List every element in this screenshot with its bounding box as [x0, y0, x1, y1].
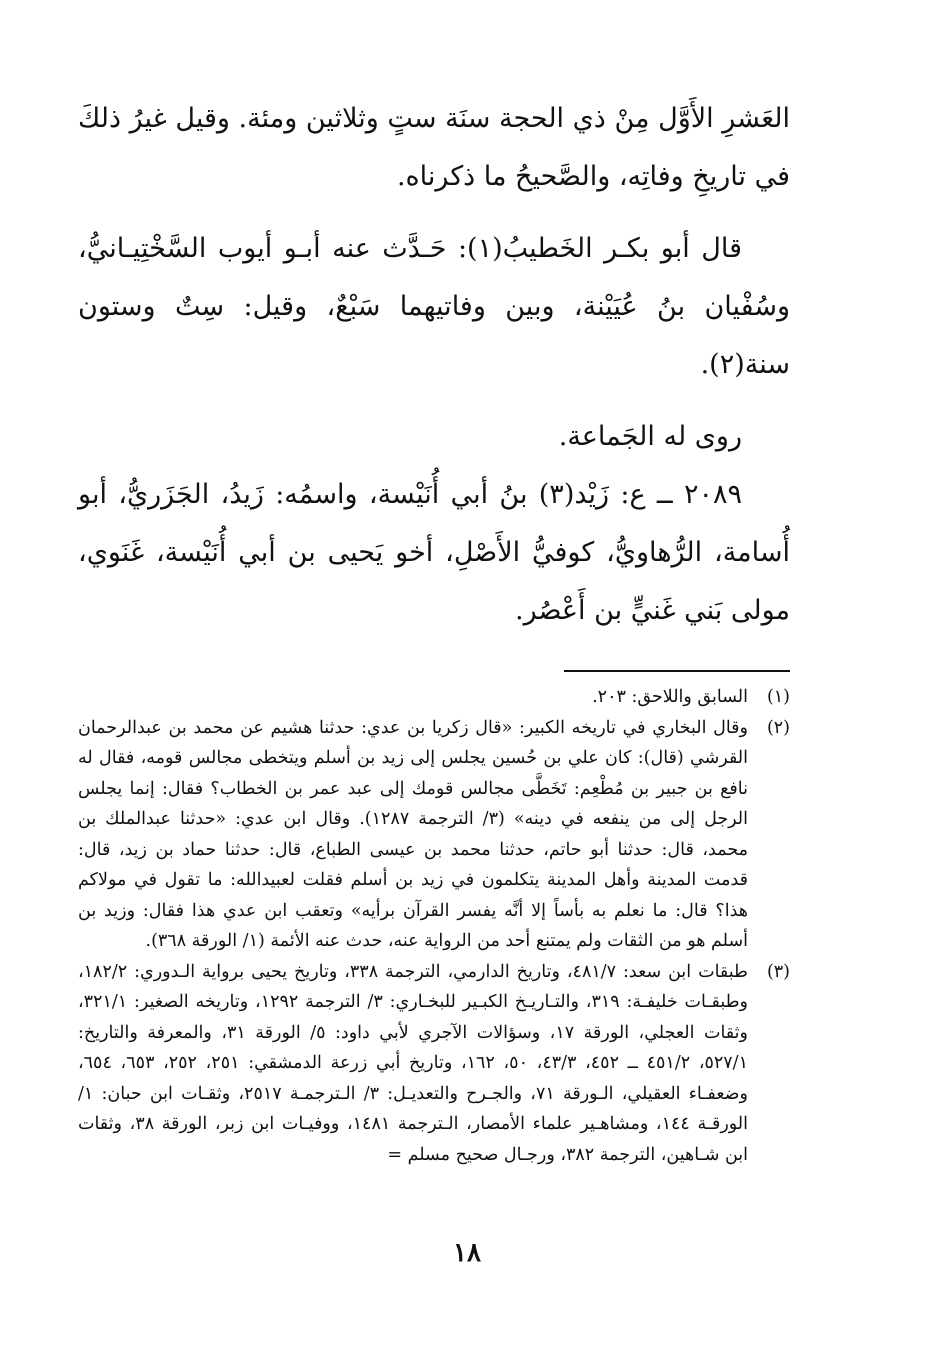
footnote-2 — [78, 713, 790, 957]
footnote-text: السابق واللاحق: ٢٠٣. — [592, 687, 748, 707]
paragraph-2: قال أبو بكـر الخَطيبُ(١): حَـدَّث عنه أبـو أيوب السَّخْتِيـانيُّ، وسُفْيان بنُ عُيَيْنة، وبين وفاتيهما سَبْعٌ، وقيل: سِتٌ وستون سنة(٢). — [78, 233, 790, 380]
paragraph-1: العَشرِ الأَوَّل مِنْ ذي الحجة سنَة ستٍ وثلاثين ومئة. وقيل غيرُ ذلكَ في تاريخِ وفاتِه، والصَّحيحُ ما ذكرناه. — [78, 103, 790, 192]
paragraph-3: روى له الجَماعة. — [558, 421, 742, 452]
main-text — [78, 90, 790, 640]
footnotes — [78, 682, 790, 1170]
footnote-text: وقال البخاري في تاريخه الكبير: «قال زكريا بن عدي: حدثنا هشيم عن محمد بن عبدالرحمان القرشي (قال): كان علي بن حُسين يجلس إلى زيد بن أسلم ويتخطى مجالس قومه، فقال له نافع بن جبير بن مُطْعِم: تَخَطَّى مجالس قومك إلى عبد عمر بن الخطاب؟ فقال: إنما يجلس الرجل إلى من ينفعه في دينه» (٣/ الترجمة ١٢٨٧). وقال ابن عدي: «حدثنا عبدالملك بن محمد، قال: حدثنا أبو حاتم، حدثنا محمد بن عيسى الطباع، قال: حدثنا حماد بن زيد، قال: قدمت المدينة وأهل المدينة يتكلمون في زيد بن أسلم فقلت لعبيدالله: ما تقول في مولاكم هذا؟ قال: ما نعلم به بأساً إلا أنَّه يفسر القرآن برأيه» وتعقب ابن عدي هذا فقال: وزيد بن أسلم هو من الثقات ولم يمتنع أحد من الرواية عنه، حدث عنه الأئمة (١/ الورقة ٣٦٨). — [78, 717, 748, 951]
entry-2089: ٢٠٨٩ ــ ع: زَيْد(٣) بنُ أبي أُنَيْسة، واسمُه: زَيدُ، الجَزَريُّ، أبو أُسامة، الرُّهاويُّ، كوفيُّ الأَصْلِ، أخو يَحيى بن أبي أُنَيْسة، غَنَوي، مولى بَني غَنيٍّ بن أَعْصُر. — [78, 479, 790, 626]
footnote-3 — [78, 957, 790, 1171]
page-number: ١٨ — [453, 1238, 481, 1268]
footnote-separator — [564, 670, 790, 672]
page-body — [78, 90, 790, 1170]
footnote-number: (١) — [766, 687, 790, 707]
footnote-text: طبقات ابن سعد: ٤٨١/٧، وتاريخ الدارمي، الترجمة ٣٣٨، وتاريخ يحيى برواية الـدوري: ١٨٢/٢، وطبقـات خليفـة: ٣١٩، والتـاريـخ الكبـير للبخـاري: ٣/ الترجمة ١٢٩٢، وتاريخه الصغير: ٣٢١/١، وثقات العجلي، الورقة ١٧، وسؤالات الآجري لأبي داود: ٥/ الورقة ٣١، والمعرفة والتاريخ: ٥٢٧/١، ٤٥١/٢ ــ ٤٥٢، ٤٣/٣، ٥٠، ١٦٢، وتاريخ أبي زرعة الدمشقي: ٢٥١، ٢٥٢، ٦٥٣، ٦٥٤، وضعفـاء العقيلي، الـورقة ٧١، والجـرح والتعديـل: ٣/ الـترجمـة ٢٥١٧، وثقـات ابن حبان: ١/ الورقـة ١٤٤، ومشاهـير علماء الأمصار، الـترجمة ١٤٨١، ووفيـات ابن زبر، الورقة ٣٨، وثقات ابن شـاهين، الترجمة ٣٨٢، ورجـال صحيح مسلم = — [78, 961, 748, 1165]
footnote-1 — [78, 682, 790, 713]
footnote-number: (٣) — [766, 961, 790, 982]
footnote-number: (٢) — [766, 717, 790, 738]
